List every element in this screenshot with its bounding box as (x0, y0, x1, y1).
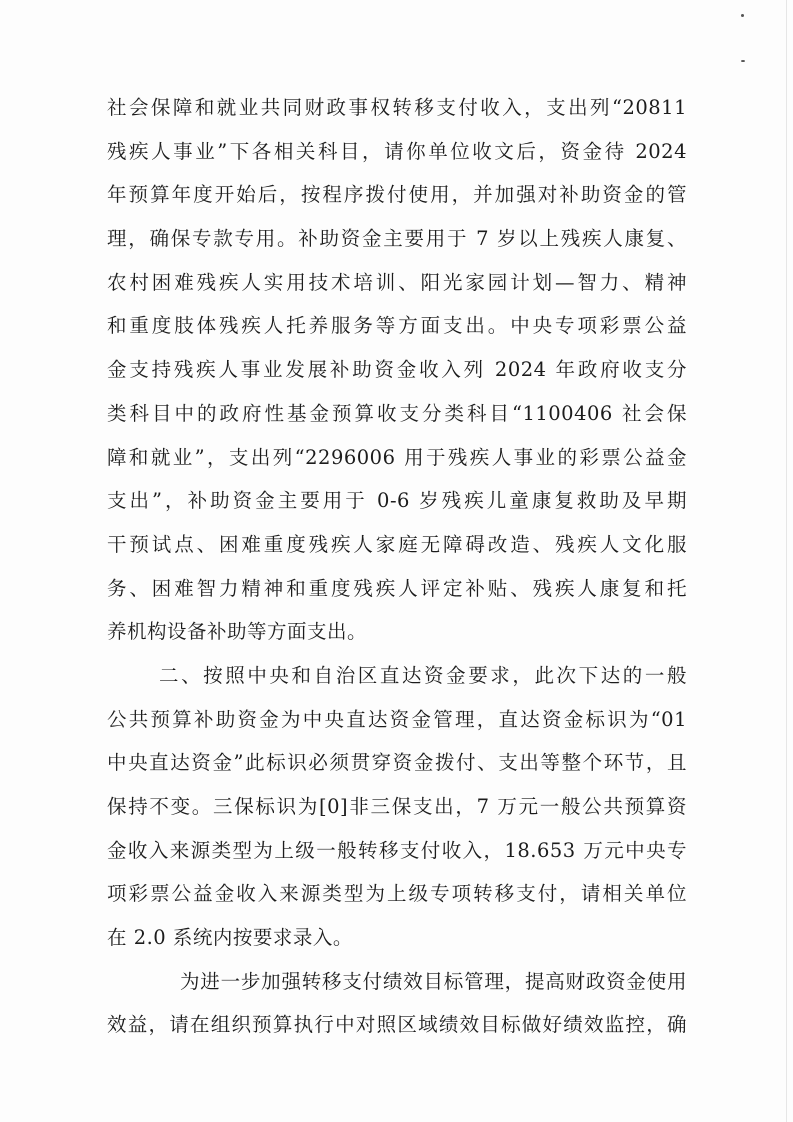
text-line: 保持不变。三保标识为[0]非三保支出，7 万元一般公共预算资 (107, 795, 687, 818)
document-body (107, 86, 687, 1047)
scan-dot (741, 14, 744, 17)
text-line: 金收入来源类型为上级一般转移支付收入，18.653 万元中央专 (107, 838, 687, 862)
paragraph-first-line: 二、按照中央和自治区直达资金要求，此次下达的一般 (159, 663, 687, 687)
text-line: 理，确保专款专用。补助资金主要用于 7 岁以上残疾人康复、 (107, 227, 687, 251)
text-line: 在 2.0 系统内按要求录入。 (107, 926, 353, 950)
text-line: 务、困难智力精神和重度残疾人评定补贴、残疾人康复和托 (107, 576, 687, 600)
text-line: 中央直达资金”此标识必须贯穿资金拨付、支出等整个环节，且 (107, 751, 687, 775)
paragraph-first-line: 为进一步加强转移支付绩效目标管理，提高财政资金使用 (180, 969, 687, 993)
text-line: 障和就业”，支出列“2296006 用于残疾人事业的彩票公益金 (107, 445, 687, 469)
text-line: 效益，请在组织预算执行中对照区域绩效目标做好绩效监控，确 (107, 1013, 687, 1037)
text-line: 干预试点、困难重度残疾人家庭无障碍改造、残疾人文化服 (107, 532, 687, 556)
text-line: 社会保障和就业共同财政事权转移支付收入，支出列“20811 (107, 96, 687, 119)
text-line: 支出”，补助资金主要用于 0-6 岁残疾儿童康复救助及早期 (107, 489, 687, 513)
text-line: 和重度肢体残疾人托养服务等方面支出。中央专项彩票公益 (107, 314, 687, 338)
scan-dot (741, 60, 745, 62)
text-line: 类科目中的政府性基金预算收支分类科目“1100406 社会保 (107, 401, 687, 425)
text-line: 公共预算补助资金为中央直达资金管理，直达资金标识为“01 (107, 707, 687, 731)
text-line: 残疾人事业”下各相关科目，请你单位收文后，资金待 2024 (107, 139, 687, 163)
text-line: 农村困难残疾人实用技术培训、阳光家园计划—智力、精神 (107, 270, 687, 294)
text-line: 金支持残疾人事业发展补助资金收入列 2024 年政府收支分 (107, 358, 687, 382)
text-line: 养机构设备补助等方面支出。 (107, 620, 368, 644)
scan-edge (786, 0, 787, 1122)
text-line: 年预算年度开始后，按程序拨付使用，并加强对补助资金的管 (107, 183, 687, 207)
text-line: 项彩票公益金收入来源类型为上级专项转移支付，请相关单位 (107, 882, 687, 906)
